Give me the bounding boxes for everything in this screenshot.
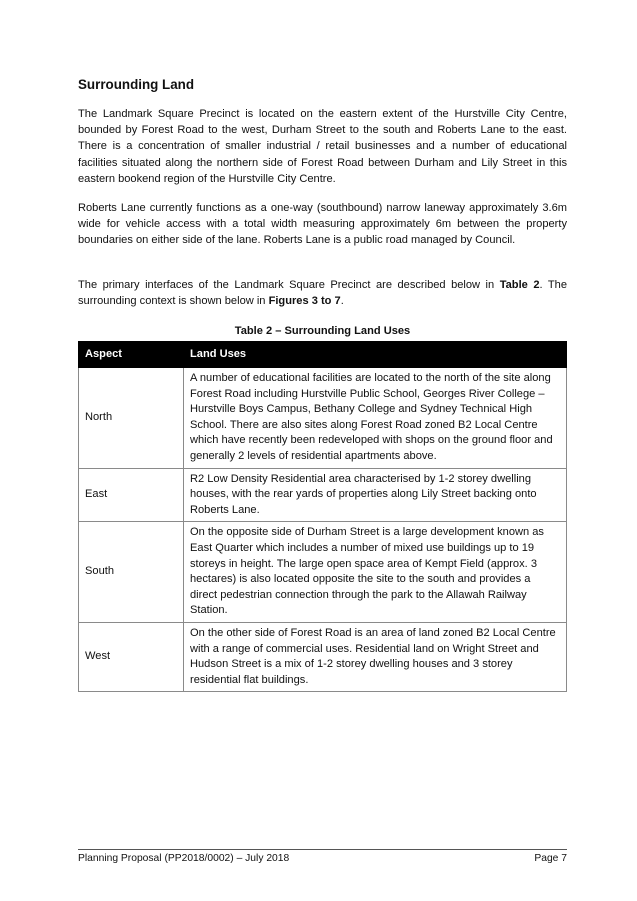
paragraph-interfaces-text-3: . [340,295,344,308]
header-land-uses: Land Uses [184,342,567,368]
paragraph-interfaces-text-1: The primary interfaces of the Landmark Square Precinct are described below in [78,279,500,291]
footer-divider [78,849,567,850]
table-header-row [79,342,567,368]
land-uses-cell: On the other side of Forest Road is an area of land zoned B2 Local Centre with a range of commercial uses. Residential land on Wright Street and Hudson Street is a mix of 1-2 storey dwelling houses and 3 storey residential flat buildings. [184,622,567,691]
table-caption: Table 2 – Surrounding Land Uses [234,325,411,337]
aspect-cell: West [79,622,184,691]
section-heading: Surrounding Land [78,77,195,92]
paragraph-interfaces-text-2: . The surrounding context is shown below in [78,279,567,308]
table-row [79,368,567,469]
land-uses-cell: R2 Low Density Residential area characterised by 1-2 storey dwelling houses, with the rear yards of properties along Lily Street backing onto Roberts Lane. [184,468,567,522]
aspect-cell: East [79,468,184,522]
table-reference: Table 2 [499,279,540,291]
land-uses-cell: On the opposite side of Durham Street is a large development known as East Quarter which includes a number of mixed use buildings up to 19 storeys in height. The large open space area of Kempt Field (approx. 3 hectares) is also located opposite the site to the south and provides a direct pedestrian connection through the park to the Allawah Railway Station. [184,522,567,623]
footer-page-number: Page 7 [534,853,567,864]
figures-reference: Figures 3 to 7 [268,295,341,308]
header-aspect: Aspect [79,342,184,368]
paragraph-roberts-lane: Roberts Lane currently functions as a one-way (southbound) narrow laneway approximately 3.6m wide for vehicle access with a total width measuring approximately 6m between the property boundaries on either side of the lane. Roberts Lane is a public road managed by Council. [78,202,567,247]
paragraph-interfaces [78,277,567,309]
aspect-cell: South [79,522,184,623]
land-uses-cell: A number of educational facilities are located to the north of the site along Forest Road including Hurstville Public School, Georges River College – Hurstville Boys Campus, Bethany College and Sydney Technical High School. There are also sites along Forest Road zoned B2 Local Centre which have recently been redeveloped with shops on the ground floor and generally 2 levels of residential apartments above. [184,368,567,469]
table-row [79,468,567,522]
footer-document-title: Planning Proposal (PP2018/0002) – July 2018 [78,853,290,864]
table-row [79,522,567,623]
table-row [79,622,567,691]
surrounding-land-uses-table [78,341,567,692]
aspect-cell: North [79,368,184,469]
paragraph-location: The Landmark Square Precinct is located on the eastern extent of the Hurstville City Centre, bounded by Forest Road to the west, Durham Street to the south and Roberts Lane to the east. There is a concentration of smaller industrial / retail businesses and a number of educational facilities situated along the northern side of Forest Road between Durham and Lily Street in this eastern bookend region of the Hurstville City Centre. [78,108,567,185]
document-page [78,0,567,901]
